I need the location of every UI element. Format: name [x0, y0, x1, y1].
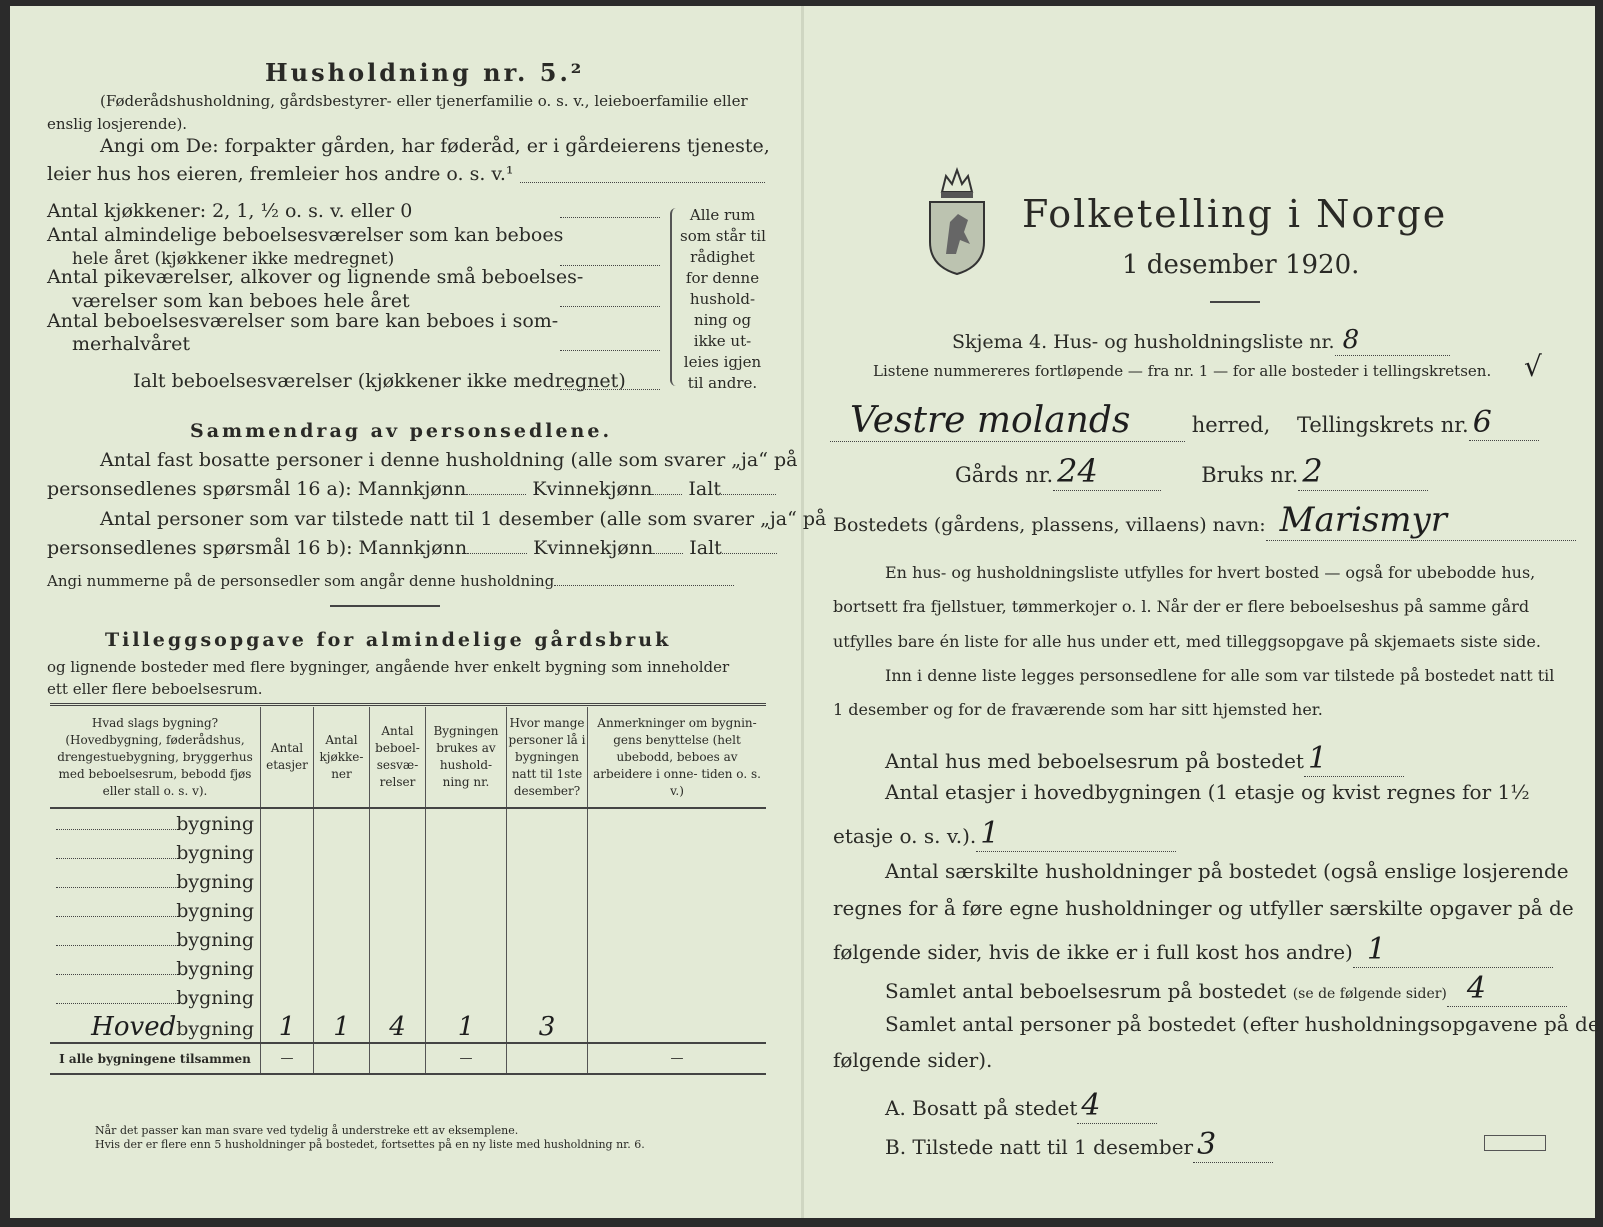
header-floors: Antal etasjer: [261, 707, 314, 808]
building-type-handwritten: Hoved: [91, 1012, 177, 1042]
header-building-type: Hvad slags bygning? (Hovedbygning, føderådshus, drengestuebygning, bryggerhus med beboelsesrum, bebodd fjøs eller stall o. s. v).: [50, 707, 261, 808]
summary-line-1: Antal fast bosatte personer i denne husholdning (alle som svarer „ja“ på: [100, 449, 798, 471]
supplement-title: Tilleggsopgave for almindelige gårdsbruk: [105, 629, 672, 651]
answer-rooms: 4: [1466, 971, 1486, 1006]
coat-of-arms-icon: [924, 162, 990, 278]
question-rooms: Samlet antal beboelsesrum på bostedet (se de følgende sider) 4: [885, 971, 1567, 1007]
question-houses: Antal hus med beboelsesrum på bostedet 1: [885, 741, 1404, 777]
cell-remarks: [588, 1012, 767, 1043]
rooms-line-6: Antal beboelsesværelser som bare kan beboes i som-: [47, 310, 559, 332]
section-divider: [330, 605, 440, 607]
cell-household-nr: 1: [426, 1012, 507, 1043]
krets-value: 6: [1472, 405, 1492, 440]
header-remarks: Anmerkninger om bygnin- gens benyttelse (helt ubebodd, beboes av arbeidere i onne- tiden o. s. v.): [588, 707, 767, 808]
page-fold: [801, 6, 804, 1218]
list-number: 8: [1342, 325, 1360, 355]
instruction-5: 1 desember og for de fraværende som har sitt hjemsted her.: [833, 700, 1323, 719]
instruction-4: Inn i denne liste legges personsedlene for alle som var tilstede på bostedet natt til: [885, 666, 1555, 685]
rooms-fill-4: [560, 350, 660, 351]
building-table: [50, 707, 766, 1075]
answer-households: 1: [1366, 932, 1386, 967]
answer-present: 3: [1197, 1127, 1217, 1162]
summary-line-5: Angi nummerne på de personsedler som angår denne husholdning: [47, 572, 734, 590]
cell-floors: 1: [261, 1012, 314, 1043]
footnote-2: Hvis der er flere enn 5 husholdninger på bostedet, fortsettes på en ny liste med husholdning nr. 6.: [95, 1138, 645, 1151]
cell-rooms: 4: [370, 1012, 426, 1043]
question-persons-1: Samlet antal personer på bostedet (efter husholdningsopgavene på de: [885, 1012, 1600, 1036]
herred-line: Vestre molands herred, Tellingskrets nr. 6: [830, 400, 1539, 442]
rooms-fill-3: [560, 306, 660, 307]
angi-line-1: Angi om De: forpakter gården, har føderåd, er i gårdeierens tjeneste,: [100, 135, 770, 157]
check-mark: √: [1524, 350, 1542, 383]
census-date: 1 desember 1920.: [1122, 250, 1360, 280]
rooms-line-4: Antal pikeværelser, alkover og lignende små beboelses-: [47, 266, 584, 288]
bosted-value: Marismyr: [1279, 500, 1447, 540]
header-household-nr: Bygningen brukes av hushold- ning nr.: [426, 707, 507, 808]
question-resident: A. Bosatt på stedet 4: [885, 1088, 1157, 1124]
summary-line-3: Antal personer som var tilstede natt til 1 desember (alle som svarer „ja“ på: [100, 508, 827, 530]
summary-title: Sammendrag av personsedlene.: [190, 420, 613, 442]
rooms-line-7: merhalvåret: [72, 333, 191, 355]
answer-houses: 1: [1307, 741, 1328, 776]
intro-line-2: enslig losjerende).: [47, 115, 188, 133]
header-rooms: Antal beboel- sesvæ- relser: [370, 707, 426, 808]
instruction-1: En hus- og husholdningsliste utfylles for hvert bosted — også for ubebodde hus,: [885, 563, 1536, 582]
rooms-line-5: værelser som kan beboes hele året: [72, 290, 410, 312]
table-row-filled: Hovedbygning 1 1 4 1 3: [50, 1012, 766, 1043]
question-floors-1: Antal etasjer i hovedbygningen (1 etasje og kvist regnes for 1½: [885, 780, 1530, 804]
building-table-header: [50, 707, 766, 808]
table-row: bygning: [50, 954, 766, 983]
table-row: bygning: [50, 925, 766, 954]
cell-kitchens: 1: [314, 1012, 370, 1043]
question-floors-2: etasje o. s. v.). 1: [833, 816, 1176, 852]
numbering-note: Listene nummereres fortløpende — fra nr. 1 — for alle bosteder i tellingskretsen.: [873, 362, 1492, 380]
question-households-3: følgende sider, hvis de ikke er i full kost hos andre) 1: [833, 932, 1553, 968]
printer-stamp: [1484, 1135, 1546, 1151]
table-row: bygning: [50, 983, 766, 1012]
table-row: bygning: [50, 867, 766, 896]
instruction-2: bortsett fra fjellstuer, tømmerkojer o. l. Når der er flere beboelseshus på samme gård: [833, 597, 1530, 616]
bruks-value: 2: [1302, 452, 1323, 490]
gards-value: 24: [1057, 452, 1098, 490]
question-present: B. Tilstede natt til 1 desember 3: [885, 1127, 1273, 1163]
rooms-total: Ialt beboelsesværelser (kjøkkener ikke medregnet): [133, 370, 626, 392]
cell-persons: 3: [507, 1012, 588, 1043]
household-title: Husholdning nr. 5.²: [265, 58, 585, 87]
angi-line-2: leier hus hos eieren, fremleier hos andre o. s. v.¹: [47, 163, 514, 185]
rooms-line-1: Antal kjøkkener: 2, 1, ½ o. s. v. eller 0: [47, 200, 413, 222]
supplement-intro-2: ett eller flere beboelsesrum.: [47, 680, 263, 698]
gards-line: Gårds nr. 24 Bruks nr. 2: [955, 452, 1428, 491]
skjema-line: Skjema 4. Hus- og husholdningsliste nr. 8: [952, 325, 1450, 356]
table-top-rule: [50, 703, 766, 706]
rooms-fill-5: [560, 389, 660, 390]
table-row: bygning: [50, 808, 766, 838]
answer-floors: 1: [980, 816, 1000, 851]
summary-line-4: personsedlenes spørsmål 16 b): Mannkjønn Kvinnekjønn Ialt: [47, 537, 777, 559]
census-title: Folketelling i Norge: [1022, 192, 1448, 236]
table-row: bygning: [50, 838, 766, 867]
rooms-line-3: hele året (kjøkkener ikke medregnet): [72, 249, 395, 269]
answer-resident: 4: [1081, 1088, 1101, 1123]
summary-line-2: personsedlenes spørsmål 16 a): Mannkjønn Kvinnekjønn Ialt: [47, 478, 776, 500]
header-persons: Hvor mange personer lå i bygningen natt til 1ste desember?: [507, 707, 588, 808]
footnote-1: Når det passer kan man svare ved tydelig å understreke ett av eksemplene.: [95, 1124, 519, 1137]
instruction-3: utfylles bare én liste for alle hus under ett, med tilleggsopgave på skjemaets siste side.: [833, 632, 1541, 651]
supplement-intro-1: og lignende bosteder med flere bygninger, angående hver enkelt bygning som inneholder: [47, 658, 730, 676]
intro-line-1: (Føderådshusholdning, gårdsbestyrer- eller tjenerfamilie o. s. v., leieboerfamilie eller: [100, 92, 748, 110]
question-persons-2: følgende sider).: [833, 1048, 993, 1072]
brace-note: Alle rum som står til rådighet for denne hushold- ning og ikke ut- leies igjen til andre.: [680, 206, 766, 392]
angi-fill-line: [520, 182, 765, 183]
question-households-2: regnes for å føre egne husholdninger og utfyller særskilte opgaver på de: [833, 896, 1574, 920]
herred-value: Vestre molands: [850, 400, 1131, 441]
title-divider: [1210, 301, 1260, 303]
rooms-fill-1: [560, 217, 660, 218]
table-row: bygning: [50, 896, 766, 925]
rooms-line-2: Antal almindelige beboelsesværelser som kan beboes: [47, 224, 564, 246]
header-kitchens: Antal kjøkke- ner: [314, 707, 370, 808]
table-total-row: I alle bygningene tilsammen — — —: [50, 1043, 766, 1074]
bosted-line: Bostedets (gårdens, plassens, villaens) navn: Marismyr: [833, 500, 1576, 541]
question-households-1: Antal særskilte husholdninger på bostedet (også enslige losjerende: [885, 859, 1569, 883]
